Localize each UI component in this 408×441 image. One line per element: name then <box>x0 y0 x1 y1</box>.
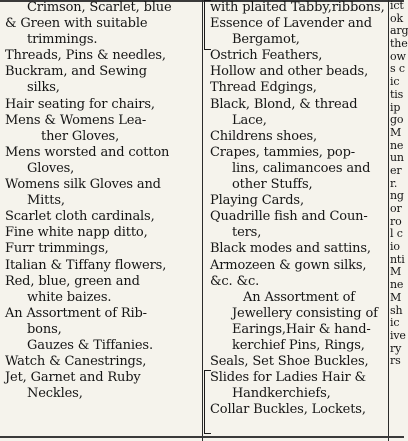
fragment-line: ic <box>390 316 400 330</box>
middle-line: Jewellery consisting of <box>232 305 378 321</box>
left-line: Neckles, <box>27 386 83 402</box>
left-line: Hair seating for chairs, <box>5 96 155 112</box>
fragment-line: go <box>390 113 404 127</box>
left-line: An Assortment of Rib- <box>5 305 147 321</box>
fragment-line: M <box>390 125 402 139</box>
middle-line: &c. &c. <box>210 273 260 289</box>
fragment-line: ne <box>390 138 404 152</box>
fragment-line: the <box>390 37 408 51</box>
middle-line: other Stuffs, <box>232 177 313 193</box>
fragment-line: io <box>390 240 400 254</box>
left-line: Italian & Tiffany flowers, <box>5 257 167 273</box>
fragment-line: ip <box>390 100 401 114</box>
middle-line: Childrens shoes, <box>210 128 318 144</box>
fragment-line: r. <box>390 176 398 190</box>
fragment-line: l c <box>390 227 403 241</box>
middle-line: Quadrille fish and Coun- <box>210 209 368 225</box>
fragment-line: er <box>390 163 402 177</box>
fragment-line: ic <box>390 75 400 89</box>
left-line: white baizes. <box>27 289 112 305</box>
middle-line: Earings,Hair & hand- <box>232 321 371 337</box>
middle-column <box>210 0 388 418</box>
left-line: Womens silk Gloves and <box>5 177 161 193</box>
middle-line: lins, calimancoes and <box>232 160 371 176</box>
left-line: Buckram, and Sewing <box>5 64 147 80</box>
fragment-line: ict <box>390 0 404 12</box>
left-line: Threads, Pins & needles, <box>5 48 166 64</box>
middle-line: Seals, Set Shoe Buckles, <box>210 354 369 370</box>
fragment-line: or <box>390 202 402 215</box>
fragment-line: ro <box>390 214 402 228</box>
left-line: Gloves, <box>27 160 75 176</box>
middle-line: Playing Cards, <box>210 193 304 209</box>
left-column <box>5 0 197 402</box>
middle-line: Bergamot, <box>232 32 300 48</box>
middle-line: Crapes, tammies, pop- <box>210 144 355 160</box>
left-line: Mens & Womens Lea- <box>5 112 147 128</box>
middle-line: An Assortment of <box>243 289 355 305</box>
middle-line: ters, <box>232 225 262 241</box>
fragment-line: ok <box>390 11 403 25</box>
left-line: & Green with suitable <box>5 16 148 32</box>
middle-line: with plaited Tabby,ribbons, <box>210 0 385 15</box>
middle-line: Lace, <box>232 112 267 128</box>
middle-line: Essence of Lavender and <box>210 16 372 32</box>
fragment-line: arg <box>390 24 408 38</box>
bottom-rule <box>0 436 404 438</box>
fragment-line: nti <box>390 252 405 266</box>
left-line: Fine white napp ditto, <box>5 225 148 241</box>
left-line: Watch & Canestrings, <box>5 354 147 370</box>
middle-line: kerchief Pins, Rings, <box>232 337 365 353</box>
left-line: bons, <box>27 321 62 337</box>
fragment-line: M <box>390 290 402 304</box>
fragment-line: ow <box>390 49 406 63</box>
left-line: Crimson, Scarlet, blue <box>27 0 172 15</box>
left-line: Scarlet cloth cardinals, <box>5 209 155 225</box>
fragment-line: sh <box>390 303 403 317</box>
middle-line: Slides for Ladies Hair & <box>210 370 366 386</box>
right-edge-column <box>390 0 408 368</box>
middle-line: Collar Buckles, Lockets, <box>210 402 366 418</box>
middle-line: Black modes and sattins, <box>210 241 371 257</box>
brace-bracket <box>204 0 211 50</box>
left-line: Jet, Garnet and Ruby <box>5 370 141 386</box>
left-line: Gauzes & Tiffanies. <box>27 337 153 353</box>
left-line: ther Gloves, <box>41 128 120 144</box>
left-line: trimmings. <box>27 32 98 48</box>
left-line: Furr trimmings, <box>5 241 109 257</box>
middle-line: Hollow and other beads, <box>210 64 369 80</box>
column-rule <box>388 0 389 441</box>
middle-line: Thread Edgings, <box>210 80 317 96</box>
left-line: Mens worsted and cotton <box>5 144 170 160</box>
column-rule <box>202 0 203 441</box>
middle-line: Ostrich Feathers, <box>210 48 323 64</box>
left-line: silks, <box>27 80 60 96</box>
middle-line: Black, Blond, & thread <box>210 96 358 112</box>
fragment-line: ne <box>390 278 404 292</box>
left-line: Mitts, <box>27 193 65 209</box>
fragment-line: M <box>390 265 402 279</box>
left-line: Red, blue, green and <box>5 273 140 289</box>
fragment-line: ng <box>390 189 404 203</box>
middle-line: Handkerchiefs, <box>232 386 331 402</box>
fragment-line: un <box>390 151 404 165</box>
fragment-line: ive <box>390 328 406 342</box>
fragment-line: rs <box>390 354 401 368</box>
fragment-line: ry <box>390 341 402 355</box>
middle-line: Armozeen & gown silks, <box>210 257 367 273</box>
fragment-line: s c <box>390 62 405 76</box>
brace-bracket <box>204 370 211 434</box>
fragment-line: tis <box>390 87 404 101</box>
